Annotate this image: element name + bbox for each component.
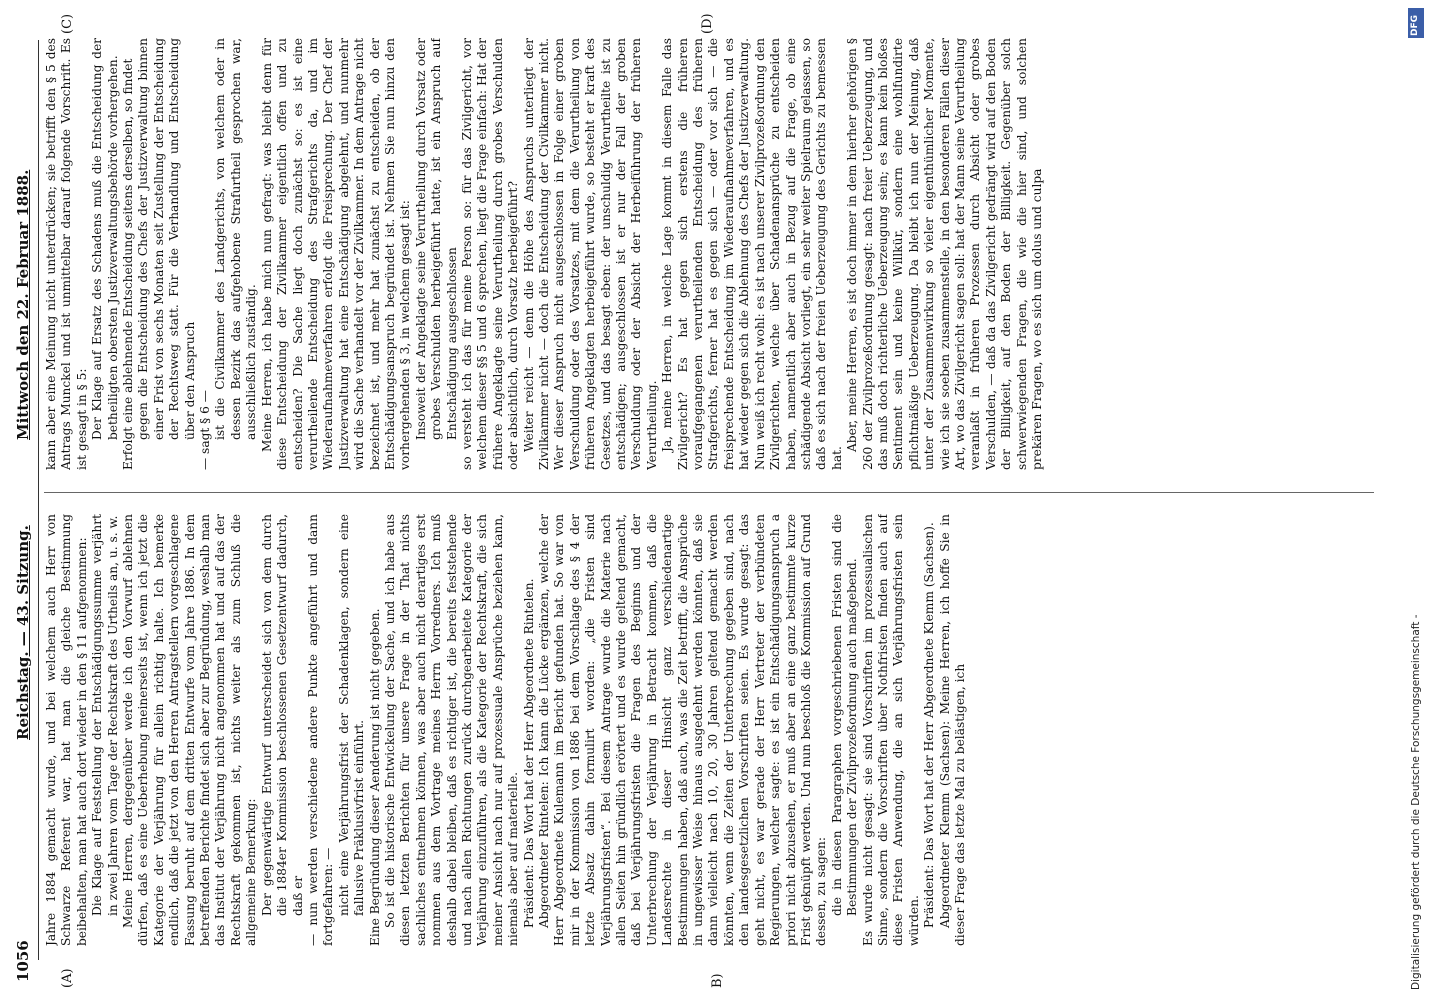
paragraph: Meine Herren, dergegenüber werde ich den Vorwurf ablehnen dürfen, daß es eine Ueberhebung meinerseits ist, wenn ich jetzt die Kategorie der Verjährung für allein richtig halte. Ich bemerke endlich, daß die jetzt von den Herren Antragstellern vorgeschlagene Fassung beruht auf dem dritten Entwurfe vom Jahre 1886. In dem betreffenden Berichte findet sich aber zur Begründung, weshalb man das Institut der Verjährung nicht angenommen hat und auf das der Rechtskraft gekommen ist, nichts weiter als zum Schluß die allgemeine Bemerkung: (121, 514, 259, 946)
quote: die in diesen Paragraphen vorgeschriebenen Fristen sind die Bestimmungen der Zivilprozeßordnung auch maßgebend. (829, 514, 860, 916)
credit-text: Digitalisierung gefördert durch die Deutsche Forschungsgemeinschaft - (1410, 614, 1422, 990)
right-text-column (44, 38, 1374, 470)
quote: Insoweit der Angeklagte seine Verurtheilung durch Vorsatz oder grobes Verschulden herbeigeführt hatte, ist ein Anspruch auf Entschädigung ausgeschlossen (413, 38, 459, 440)
quote: nicht eine Verjährungsfrist der Schadenklagen, sondern eine fallusive Präklusivfrist einführt. (336, 514, 367, 916)
paragraph: — nun werden verschiedene andere Punkte angeführt und dann fortgefahren: — (305, 514, 336, 946)
paragraph: So ist die historische Entwickelung der Sache, und ich habe aus diesen letzten Berichten für unsere Frage in der That nichts sachliches entnehmen können, was aber auch nicht derartiges erst nommen aus dem Vortrage meines Herrn Vorredners. Ich muß deshalb dabei bleiben, daß es richtiger ist, die bereits feststehende und nach allen Richtungen zurück durchgearbeitete Kategorie der Verjährung einzuführen, als die Kategorie der Rechtskraft, die sich meiner Ansicht nach nur auf prozessuale Ansprüche beziehen kann, niemals aber auf materielle. (382, 514, 521, 946)
quote: gegen die Entscheidung des Chefs der Justizverwaltung binnen einer Frist von sechs Monaten seit Zustellung der Entscheidung der Rechtsweg statt. Für die Verhandlung und Entscheidung über den Anspruch (136, 38, 197, 440)
quote: Der Klage auf Ersatz des Schadens muß die Entscheidung der betheiligten obersten Justizverwaltungsbehörde vorhergehen. (90, 38, 120, 440)
header-rule (38, 40, 39, 960)
quote: Die Klage auf Feststellung der Entschädigungssumme verjährt in zwei Jahren vom Tage der Rechtskraft des Urtheils an, u. s. w. (90, 514, 120, 916)
speaker-paragraph: Abgeordneter Klemm (Sachsen): Meine Herren, ich hoffe Sie in dieser Frage das letzte Mal zu belästigen, ich (937, 514, 967, 946)
paragraph: — sagt § 6 — (198, 390, 213, 470)
margin-marker-d: (D) (700, 13, 715, 34)
page-number: 1056 (14, 940, 32, 982)
paragraph: Ja, meine Herren, in welche Lage kommt in diesem Falle das Zivilgericht? Es hat gegen sich erstens die früheren voraufgegangenen verurtheilenden Entscheidung des früheren Strafgerichts, ferner hat es gegen sich — oder vor sich — die freisprechende Entscheidung im Wiederaufnahmeverfahren, und es hat wieder gegen sich die Ablehnung des Chefs der Justizverwaltung. Nun weiß ich recht wohl: es ist nach unserer Zivilprozeßordnung den Zivilgerichten, welche über Schadenansprüche zu entscheiden haben, namentlich aber auch in Bezug auf die Frage, ob eine schädigende Absicht vorliegt, ein sehr weiter Spielraum gelassen, so daß es sich nach der freien Ueberzeugung des Gerichts zu bemessen hat. (660, 38, 844, 470)
dfg-logo: DFG (1408, 8, 1424, 38)
paragraph: Erfolgt eine ablehnende Entscheidung seitens derselben, so findet (121, 58, 136, 470)
paragraph: Aber, meine Herren, es ist doch immer in dem hierher gehörigen § 260 der Zivilprozeßordnung gesagt: nach freier Ueberzeugung, und das muß doch richterliche Ueberzeugung sein; es kann kein bloßes Sentiment sein und keine Willkür, sondern eine wohlfundirte pflichtmäßige Ueberzeugung. Da bleibt ich nun der Meinung, daß unter der Zusammenwirkung so vieler eigenthümlicher Momente, wie ich sie soeben zusammenstelle, in den besonderen Fällen dieser Art, wo das Zivilgericht sagen soll: hat der Mann seine Verurtheilung veranlaßt in früheren Prozessen durch Absicht oder grobes Verschulden, — daß da das Zivilgericht gedrängt wird auf den Boden der Billigkeit, auf den Boden der Billigkeit. Gegenüber solch schwerwiegenden Fragen, die wie die hier sind, und solchen prekären Fragen, wo es sich um dolus und culpa (845, 38, 1044, 470)
column-divider (44, 492, 1374, 493)
quote: Der gegenwärtige Entwurf unterscheidet sich von dem durch die 1884er Kommission beschlossenen Gesetzentwurf dadurch, daß er (259, 514, 305, 916)
margin-marker-b: B) (710, 973, 725, 988)
paragraph: Jahre 1884 gemacht wurde, und bei welchem auch Herr von Schwarze Referent war, hat man die gleiche Bestimmung beibehalten, man hat auch dort wieder in den § 11 aufgenommen: (44, 514, 89, 946)
paragraph: Meine Herren, ich habe mich nun gefragt: was bleibt denn für diese Entscheidung der Zivilkammer eigentlich offen und zu entscheiden? Die Sache liegt doch zunächst so: es ist eine verurtheilende Entscheidung des Strafgerichts da, und im Wiederaufnahmeverfahren erfolgt die Freisprechung. Der Chef der Justizverwaltung hat eine Entschädigung abgelehnt, und nunmehr wird die Sache verhandelt vor der Zivilkammer. In dem Antrage nicht bezeichnet ist, und mehr hat zunächst zu entscheiden, ob der Entschädigungsanspruch begründet ist. Nehmen Sie nun hinzu den vorhergehenden § 3, in welchem gesagt ist: (259, 38, 413, 470)
quote: ist die Civilkammer des Landgerichts, von welchem oder in dessen Bezirk das aufgehobene Strafurtheil gesprochen war, ausschließlich zuständig. (213, 38, 259, 440)
paragraph: so versteht ich das für meine Person so: für das Zivilgericht, vor welchem dieser §§ 5 und 6 sprechen, liegt die Frage einfach: Hat der frühere Angeklagte seine Verurtheilung durch grobes Verschulden oder absichtlich, durch Vorsatz herbeigeführt? (459, 38, 521, 470)
speaker-paragraph: Abgeordneter Rintelen: Ich kann die Lücke ergänzen, welche der Herr Abgeordnete Kulemann im Bericht gefunden hat. So war von mir in der Kommission von 1886 bei dem Vorschlage des § 4 der letzte Absatz dahin formulirt worden: „die Fristen sind Verjährungsfristen“. Bei diesem Antrage wurde die Materie nach allen Seiten hin gründlich erörtert und es wurde geltend gemacht, daß bei Verjährungsfristen die Fragen des Beginns und der Unterbrechung der Verjährung in Betracht kommen, daß die Landesrechte in dieser Hinsicht ganz verschiedenartige Bestimmungen haben, daß auch, was die Zeit betrifft, die Ansprüche in ungewisser Weise hinaus ausgedehnt werden könnten, daß sie dann vielleicht nach 10, 20, 30 Jahren geltend gemacht werden könnten, wenn die Zeiten der Unterbrechung gegeben sind, nach den landesgesetzlichen Vorschriften seien. Es wurde gesagt: das geht nicht, es war gerade der Herr Vertreter der verbündeten Regierungen, welcher sagte: es ist ein Entschädigungsanspruch a priori nicht abzusehen, er muß aber an eine ganz bestimmte kurze Frist geknüpft werden. Und nun beschloß die Kommission auf Grund dessen, zu sagen: (537, 514, 829, 946)
digitization-credit (1400, 0, 1432, 1000)
paragraph: Eine Begründung dieser Aenderung ist nicht gegeben. (367, 608, 382, 946)
session-date: Mittwoch den 22. Februar 1888. (14, 169, 32, 440)
session-title: Reichstag. — 43. Sitzung. (14, 525, 32, 740)
paragraph: Es wurde nicht gesagt: sie sind Vorschriften im prozessualischen Sinne, sondern die Vorschriften über Nothfristen finden auch auf diese Fristen Anwendung, die an sich Verjährungsfristen sein würden. (860, 514, 921, 946)
margin-marker-c: (C) (60, 13, 75, 34)
margin-marker-a: (A) (60, 968, 75, 988)
left-text-column (44, 514, 1374, 946)
speaker-line: Präsident: Das Wort hat der Herr Abgeordnete Rintelen. (521, 578, 536, 928)
speaker-line: Präsident: Das Wort hat der Herr Abgeordnete Klemm (Sachsen). (922, 522, 937, 928)
paragraph: kann aber eine Meinung nicht unterdrücken; sie betrifft den § 5 des Antrags Munckel und ist unmittelbar darauf folgende Vorschrift. Es ist gesagt in § 5: (44, 38, 89, 470)
paragraph: Weiter reicht — denn die Höhe des Anspruchs unterliegt der Zivilkammer nicht — doch die Entscheidung der Civilkammer nicht. Wer dieser Anspruch nicht ausgeschlossen in Folge einer groben Verschuldung oder des Vorsatzes, mit dem die Verurtheilung von früheren Angeklagten herbeigeführt wurde, so besteht er kraft des Gesetzes, und das besagt eben: der unschuldig Verurtheilte ist zu entschädigen; ausgeschlossen ist er nur der Fall der groben Verschuldung oder der Absicht der Herbeiführung der früheren Verurtheilung. (521, 38, 659, 470)
